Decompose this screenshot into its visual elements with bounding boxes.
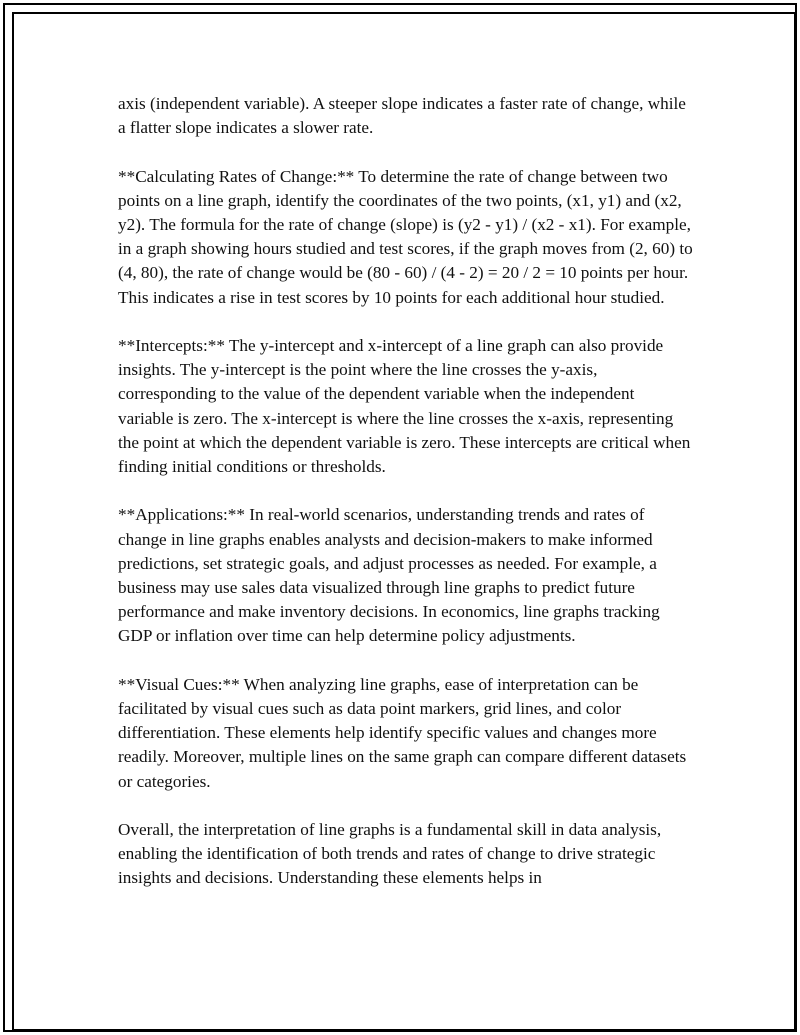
paragraph-slope-continuation: axis (independent variable). A steeper slope indicates a faster rate of change, while a flatter slope indicates a slower rate. (118, 94, 686, 138)
paragraph-intercepts: **Intercepts:** The y-intercept and x-intercept of a line graph can also provide insights. The y-intercept is the point where the line crosses the y-axis, corresponding to the value of the dependent variable when the independent variable is zero. The x-intercept is where the line crosses the x-axis, representing the point at which the dependent variable is zero. These intercepts are critical when finding initial conditions or thresholds. (118, 336, 691, 477)
paragraph-calculating-rates: **Calculating Rates of Change:** To determine the rate of change between two points on a line graph, identify the coordinates of the two points, (x1, y1) and (x2, y2). The formula for the rate of change (slope) is (y2 - y1) / (x2 - x1). For example, in a graph showing hours studied and test scores, if the graph moves from (2, 60) to (4, 80), the rate of change would be (80 - 60) / (4 - 2) = 20 / 2 = 10 points per hour. This indicates a rise in test scores by 10 points for each additional hour studied. (118, 166, 693, 307)
paragraph-applications: **Applications:** In real-world scenarios, understanding trends and rates of change in line graphs enables analysts and decision-makers to make informed predictions, set strategic goals, and adjust processes as needed. For example, a business may use sales data visualized through line graphs to predict future performance and make inventory decisions. In economics, line graphs tracking GDP or inflation over time can help determine policy adjustments. (118, 505, 660, 646)
paragraph-overall: Overall, the interpretation of line graphs is a fundamental skill in data analysis, enabling the identification of both trends and rates of change to drive strategic insights and decisions. Understanding these elements helps in (118, 820, 662, 888)
document-body (118, 92, 693, 915)
paragraph-visual-cues: **Visual Cues:** When analyzing line graphs, ease of interpretation can be facilitated by visual cues such as data point markers, grid lines, and color differentiation. These elements help identify specific values and changes more readily. Moreover, multiple lines on the same graph can compare different datasets or categories. (118, 674, 687, 791)
